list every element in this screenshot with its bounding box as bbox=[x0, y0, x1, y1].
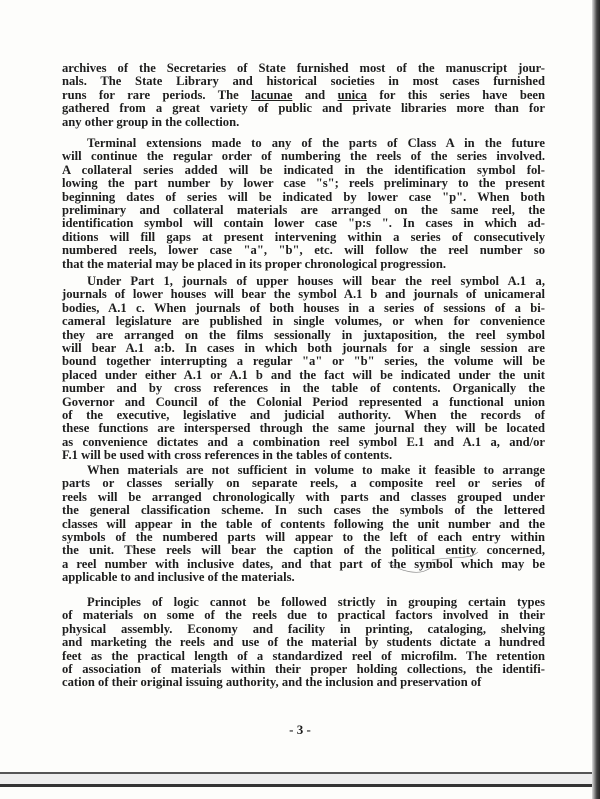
text-line: journals of lower houses will bear the symbol A.1 b and journals of unicameral bbox=[62, 287, 545, 302]
text-line: will continue the regular order of numbering the reels of the series involved. bbox=[62, 149, 545, 164]
text-segment: for this series have been bbox=[366, 87, 546, 102]
text-line: placed under either A.1 or A.1 b and the fact will be indicated under the unit bbox=[62, 367, 545, 382]
text-line: and marketing the reels and use of the material by students dictate a hundred bbox=[62, 635, 545, 650]
text-line: the unit. These reels will bear the caption of the political entity concerned, bbox=[62, 543, 545, 558]
paragraph-terminal-extensions bbox=[62, 137, 545, 271]
text-segment: and bbox=[292, 87, 338, 102]
scan-bottom-edge bbox=[0, 772, 592, 787]
text-line: as convenience dictates and a combination reel symbol E.1 and A.1 a, and/or bbox=[62, 434, 545, 449]
text-line: Under Part 1, journals of upper houses will bear the reel symbol A.1 a, bbox=[87, 274, 545, 288]
text-line: ditions will fill gaps at present intervening within a series of consecutively bbox=[62, 229, 545, 244]
page-number: - 3 - bbox=[289, 722, 311, 737]
text-line: any other group in the collection. bbox=[62, 114, 240, 129]
text-line bbox=[62, 89, 545, 102]
text-line: cation of their original issuing authority, and the inclusion and preservation of bbox=[62, 675, 482, 690]
text-line: parts or classes serially on separate reels, a composite reel or series of bbox=[62, 476, 545, 491]
text-line: classes will appear in the table of contents following the unit number and the bbox=[62, 516, 545, 531]
text-line: a reel number with inclusive dates, and that part of the symbol which may be bbox=[62, 556, 545, 571]
text-line: When materials are not sufficient in volume to make it feasible to arrange bbox=[87, 463, 545, 477]
text-line: identification symbol will contain lower case "p:s ". In cases in which ad- bbox=[62, 216, 545, 231]
text-line: archives of the Secretaries of State furnished most of the manuscript jour- bbox=[62, 61, 545, 75]
text-line: applicable to and inclusive of the materials. bbox=[62, 570, 295, 585]
text-line: numbered reels, lower case "a", "b", etc. will follow the reel number so bbox=[62, 243, 545, 258]
text-line: physical assembly. Economy and facility in printing, cataloging, shelving bbox=[62, 621, 545, 636]
text-line: will bear A.1 a:b. In cases in which both journals for a single session are bbox=[62, 340, 545, 355]
paragraph-archives bbox=[62, 62, 545, 129]
text-line: nals. The State Library and historical societies in most cases furnished bbox=[62, 74, 545, 89]
text-line: feet as the practical length of a standardized reel of microfilm. The retention bbox=[62, 648, 545, 663]
text-line: of association of materials within their proper holding collections, the identifi- bbox=[62, 661, 545, 676]
text-line: gathered from a great variety of public and private libraries more than for bbox=[62, 101, 545, 116]
text-line: symbols of the numbered parts will appear to the left of each entry within bbox=[62, 529, 545, 544]
paragraph-composite-reels bbox=[62, 464, 545, 585]
text-line: these functions are interspersed through the same journal they will be located bbox=[62, 421, 545, 436]
underlined-term: lacunae bbox=[251, 87, 293, 102]
text-line: of the executive, legislative and judicial authority. When the records of bbox=[62, 407, 545, 422]
underlined-term: unica bbox=[337, 87, 367, 102]
text-line: preliminary and collateral materials are arranged on the same reel, the bbox=[62, 202, 545, 217]
text-line: beginning dates of series will be indicated by lower case "p". When both bbox=[62, 189, 545, 204]
text-segment: runs for rare periods. The bbox=[62, 87, 252, 102]
text-line: bound together interrupting a regular "a" or "b" series, the volume will be bbox=[62, 354, 545, 369]
text-line: that the material may be placed in its proper chronological progression. bbox=[62, 256, 446, 271]
text-line: Principles of logic cannot be followed strictly in grouping certain types bbox=[87, 595, 545, 609]
text-line: Governor and Council of the Colonial Period represented a functional union bbox=[62, 394, 545, 409]
text-line: A collateral series added will be indicated in the identification symbol fol- bbox=[62, 162, 545, 177]
scan-right-edge bbox=[592, 0, 600, 799]
paragraph-principles-of-logic bbox=[62, 596, 545, 690]
text-line: of materials on some of the reels due to practical factors involved in their bbox=[62, 608, 545, 623]
text-line: number and by cross references in the table of contents. Organically the bbox=[62, 381, 545, 396]
paragraph-part-1-journals bbox=[62, 275, 545, 462]
text-line: Terminal extensions made to any of the parts of Class A in the future bbox=[87, 136, 545, 150]
text-line: lowing the part number by lower case "s"; reels preliminary to the present bbox=[62, 176, 545, 191]
text-line: reels will be arranged chronologically with parts and classes grouped under bbox=[62, 489, 545, 504]
text-line: they are arranged on the films sessionally in juxtaposition, the reel symbol bbox=[62, 327, 545, 342]
text-line: bodies, A.1 c. When journals of both houses in a series of sessions of a bi- bbox=[62, 300, 545, 315]
text-line: the general classification scheme. In such cases the symbols of the lettered bbox=[62, 503, 545, 518]
text-line: F.1 will be used with cross references in the tables of contents. bbox=[62, 448, 393, 463]
text-line: cameral legislature are published in single volumes, or when for convenience bbox=[62, 314, 545, 329]
